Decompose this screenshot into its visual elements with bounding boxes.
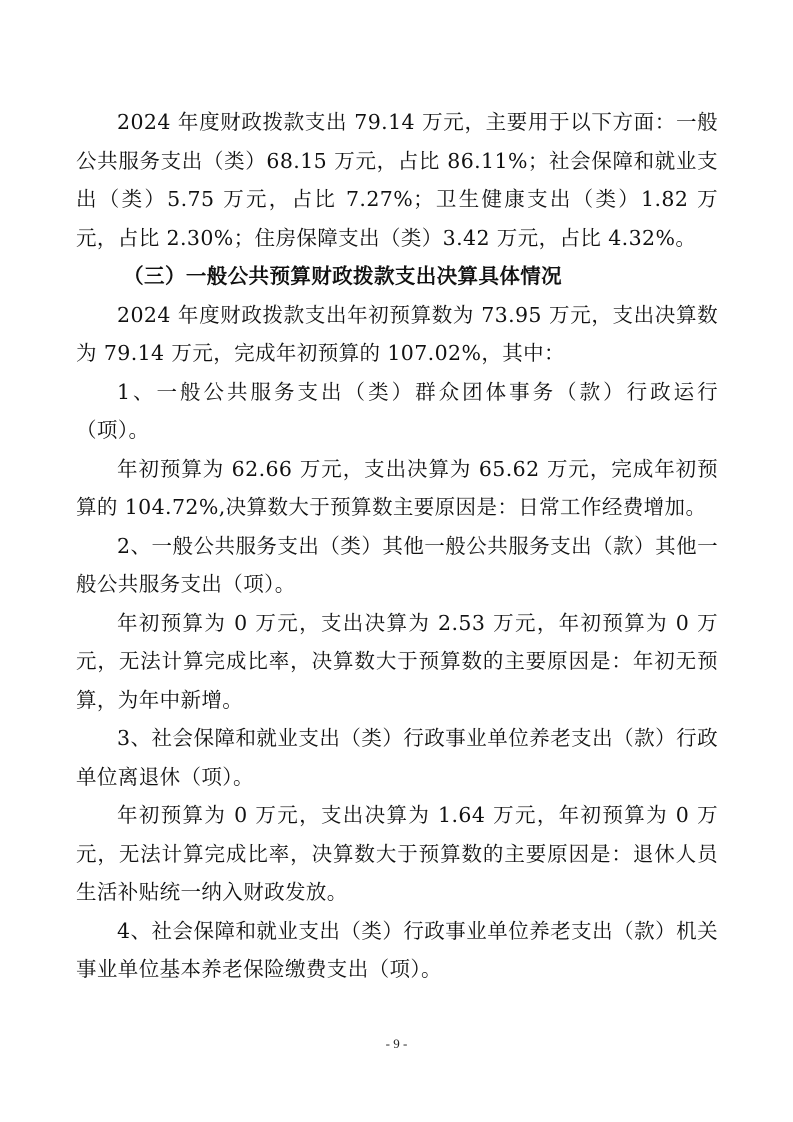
item-1-detail: 年初预算为 62.66 万元，支出决算为 65.62 万元，完成年初预算的 104.72%,决算数大于预算数主要原因是：日常工作经费增加。 [76,456,718,519]
item-2-detail: 年初预算为 0 万元，支出决算为 2.53 万元，年初预算为 0 万元，无法计算完成比率，决算数大于预算数的主要原因是：年初无预算，为年中新增。 [76,610,718,712]
paragraph-spending-summary: 2024 年度财政拨款支出 79.14 万元，主要用于以下方面：一般公共服务支出（类）68.15 万元，占比 86.11%；社会保障和就业支出（类）5.75 万元，占比 7.27%；卫生健康支出（类）1.82 万元，占比 2.30%；住房保障支出（类）3.42 万元，占比 4.32%。 [76,110,718,250]
page-number: - 9 - [385,1036,408,1051]
item-1-title: 1、一般公共服务支出（类）群众团体事务（款）行政运行（项）。 [76,379,718,442]
item-3-detail: 年初预算为 0 万元，支出决算为 1.64 万元，年初预算为 0 万元，无法计算完成比率，决算数大于预算数的主要原因是：退休人员生活补贴统一纳入财政发放。 [76,803,718,904]
item-3-title: 3、社会保障和就业支出（类）行政事业单位养老支出（款）行政单位离退休（项）。 [76,726,718,789]
paragraph-budget-overview: 2024 年度财政拨款支出年初预算数为 73.95 万元，支出决算数为 79.14 万元，完成年初预算的 107.02%，其中： [76,302,718,365]
item-4-title: 4、社会保障和就业支出（类）行政事业单位养老支出（款）机关事业单位基本养老保险缴费支出（项）。 [76,918,718,981]
page-body [76,103,718,989]
section-heading-3: （三）一般公共预算财政拨款支出决算具体情况 [123,264,563,288]
item-2-title: 2、一般公共服务支出（类）其他一般公共服务支出（款）其他一般公共服务支出（项）。 [76,533,718,596]
